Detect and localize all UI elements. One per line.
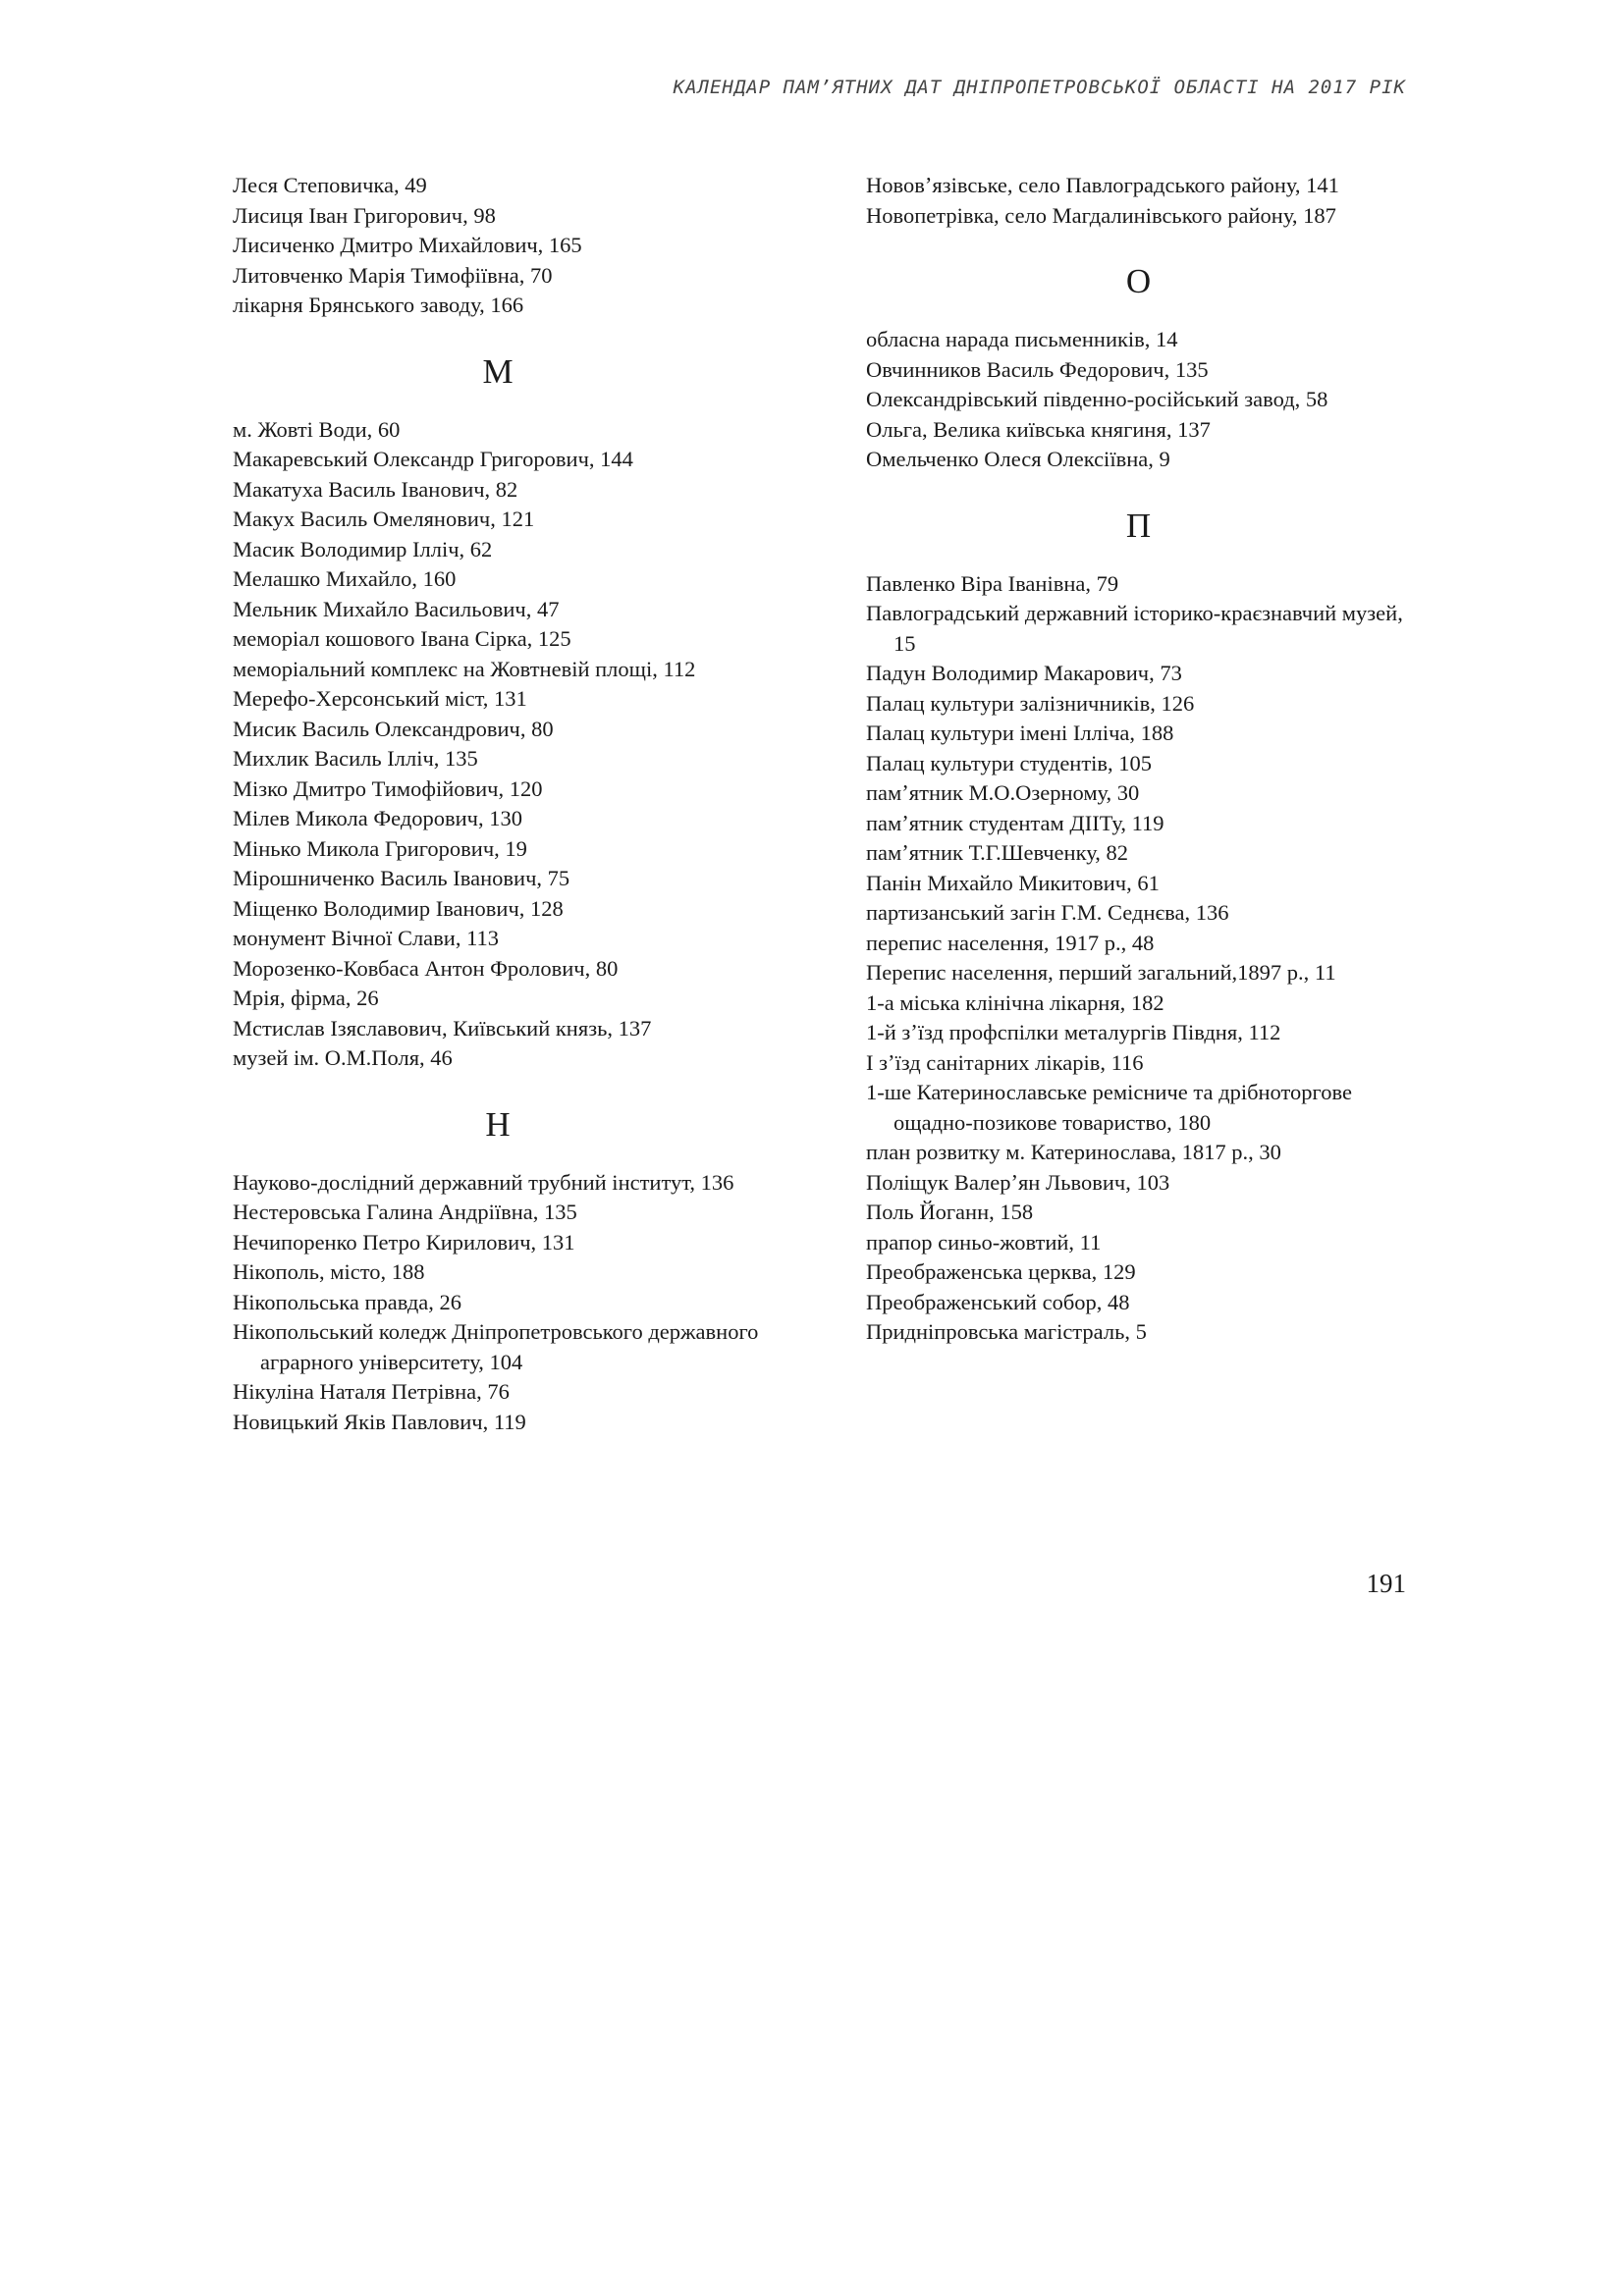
- index-entry: памʼятник Т.Г.Шевченку, 82: [866, 840, 1128, 865]
- index-entry: меморіальний комплекс на Жовтневій площі, 112: [233, 656, 696, 681]
- index-entry: монумент Вічної Слави, 113: [233, 926, 499, 950]
- index-entry: Масик Володимир Ілліч, 62: [233, 536, 493, 561]
- index-entry: Павлоградський державний історико-краєзнавчий музей, 15: [866, 601, 1403, 656]
- index-entry: Мірошниченко Василь Іванович, 75: [233, 866, 570, 890]
- index-group-n-continued: [866, 171, 1411, 231]
- index-entry: Перепис населення, перший загальний,1897 р., 11: [866, 960, 1336, 985]
- index-entry: Михлик Василь Ілліч, 135: [233, 746, 478, 771]
- index-entry: Литовченко Марія Тимофіївна, 70: [233, 262, 553, 288]
- section-letter-m: М: [482, 351, 514, 391]
- index-entry: Мисик Василь Олександрович, 80: [233, 716, 554, 741]
- page-number: 191: [1366, 1569, 1406, 1598]
- index-entry: 1-ше Катеринославське ремісниче та дрібноторгове ощадно-позикове товариство, 180: [866, 1080, 1352, 1135]
- index-group-n: [233, 1168, 763, 1438]
- index-entry: Придніпровська магістраль, 5: [866, 1319, 1147, 1344]
- index-entry: І зʼїзд санітарних лікарів, 116: [866, 1049, 1144, 1075]
- index-entry: перепис населення, 1917 р., 48: [866, 930, 1155, 955]
- index-entry: Нововʼязівське, село Павлоградського району, 141: [866, 173, 1339, 197]
- index-entry: Падун Володимир Макарович, 73: [866, 661, 1182, 685]
- index-entry: памʼятник студентам ДІІТу, 119: [866, 810, 1164, 835]
- index-entry: музей ім. О.М.Поля, 46: [233, 1045, 453, 1070]
- index-entry: партизанський загін Г.М. Седнєва, 136: [866, 900, 1229, 925]
- index-entry: Леся Степовичка, 49: [233, 173, 427, 197]
- index-entry: Олександрівський південно-російський завод, 58: [866, 387, 1328, 411]
- section-letter-p: П: [1125, 506, 1152, 545]
- index-column-right: [866, 171, 1411, 1348]
- index-entry: Омельченко Олеся Олексіївна, 9: [866, 447, 1170, 471]
- index-entry: Преображенська церква, 129: [866, 1259, 1136, 1284]
- index-entry: Мерефо-Херсонський міст, 131: [233, 686, 527, 711]
- index-entry: Нестеровська Галина Андріївна, 135: [233, 1200, 577, 1224]
- index-entry: Міщенко Володимир Іванович, 128: [233, 895, 564, 921]
- index-entry: Палац культури залізничників, 126: [866, 690, 1195, 716]
- index-entry: Поліщук Валерʼян Львович, 103: [866, 1169, 1170, 1195]
- index-entry: Нікопольський коледж Дніпропетровського державного аграрного університету, 104: [233, 1319, 759, 1374]
- index-group-m: [233, 415, 763, 1074]
- index-entry: план розвитку м. Катеринослава, 1817 р., 30: [866, 1140, 1281, 1164]
- index-entry: прапор синьо-жовтий, 11: [866, 1229, 1102, 1255]
- index-entry: Нечипоренко Петро Кирилович, 131: [233, 1229, 575, 1255]
- section-letter-o: О: [1125, 262, 1152, 300]
- index-entry: Овчинников Василь Федорович, 135: [866, 356, 1209, 382]
- index-entry: лікарня Брянського заводу, 166: [233, 293, 524, 317]
- index-entry: м. Жовті Води, 60: [233, 416, 401, 442]
- index-entry: Панін Михайло Микитович, 61: [866, 870, 1160, 895]
- index-entry: Мрія, фірма, 26: [233, 986, 379, 1010]
- index-entry: Мстислав Ізяславович, Київський князь, 137: [233, 1015, 652, 1041]
- index-group-p: [866, 569, 1411, 1348]
- index-entry: Мельник Михайло Васильович, 47: [233, 596, 560, 621]
- index-entry: 1-й зʼїзд профспілки металургів Півдня, 112: [866, 1020, 1281, 1044]
- index-entry: Преображенський собор, 48: [866, 1289, 1130, 1314]
- index-entry: Макатуха Василь Іванович, 82: [233, 476, 518, 502]
- index-entry: памʼятник М.О.Озерному, 30: [866, 780, 1140, 805]
- index-group-l-continued: [233, 171, 763, 321]
- index-entry: Науково-дослідний державний трубний інститут, 136: [233, 1169, 734, 1195]
- index-entry: обласна нарада письменників, 14: [866, 327, 1178, 351]
- index-entry: Лисиченко Дмитро Михайлович, 165: [233, 233, 582, 257]
- index-entry: 1-а міська клінічна лікарня, 182: [866, 989, 1164, 1015]
- index-entry: Новопетрівка, село Магдалинівського району, 187: [866, 202, 1336, 228]
- index-entry: Мінько Микола Григорович, 19: [233, 835, 527, 861]
- index-entry: Мізко Дмитро Тимофійович, 120: [233, 775, 543, 801]
- index-entry: Палац культури студентів, 105: [866, 750, 1153, 775]
- index-entry: Мелашко Михайло, 160: [233, 566, 457, 591]
- index-entry: Макух Василь Омелянович, 121: [233, 507, 535, 531]
- index-entry: Новицький Яків Павлович, 119: [233, 1409, 526, 1434]
- index-entry: Лисиця Іван Григорович, 98: [233, 202, 496, 228]
- index-entry: Павленко Віра Іванівна, 79: [866, 570, 1119, 596]
- index-entry: меморіал кошового Івана Сірка, 125: [233, 626, 571, 651]
- index-entry: Нікопольська правда, 26: [233, 1289, 461, 1314]
- index-entry: Морозенко-Ковбаса Антон Фролович, 80: [233, 955, 619, 981]
- index-entry: Нікуліна Наталя Петрівна, 76: [233, 1379, 510, 1404]
- index-entry: Палац культури імені Ілліча, 188: [866, 721, 1174, 745]
- index-entry: Ольга, Велика київська княгиня, 137: [866, 416, 1211, 442]
- index-group-o: [866, 325, 1411, 475]
- index-entry: Поль Йоганн, 158: [866, 1200, 1034, 1224]
- index-entry: Нікополь, місто, 188: [233, 1259, 425, 1284]
- running-header: КАЛЕНДАР ПАМ’ЯТНИХ ДАТ ДНІПРОПЕТРОВСЬКОЇ ОБЛАСТІ НА 2017 РІК: [673, 77, 1406, 98]
- index-entry: Мілев Микола Федорович, 130: [233, 806, 522, 830]
- index-entry: Макаревський Олександр Григорович, 144: [233, 447, 633, 471]
- section-letter-n: Н: [485, 1104, 511, 1144]
- index-column-left: [233, 171, 763, 1437]
